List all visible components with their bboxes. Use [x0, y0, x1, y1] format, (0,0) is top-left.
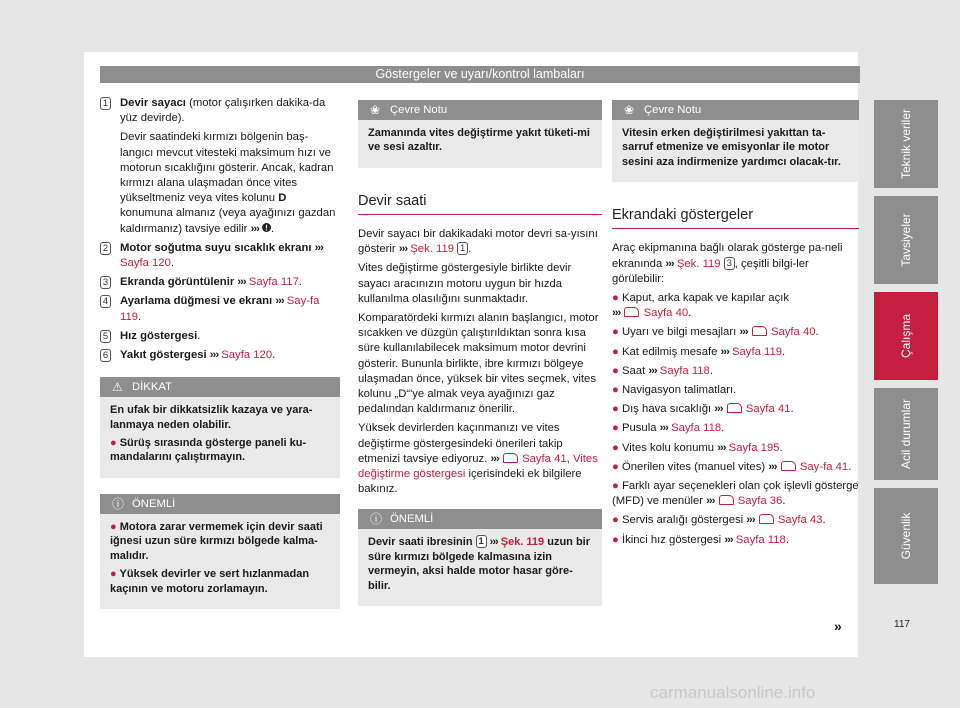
- side-tab-acil-durumlar[interactable]: Acil durumlar: [874, 388, 938, 480]
- bullet-icon: ●: [612, 326, 619, 339]
- paragraph: Yüksek devirlerden kaçınmanızı ve vites değiştirme göstergesindeki önerileri takip etmenizi tavsiye ediyoruz. ››› Sayfa 41, Vites değiştirme göstergesi içerisindeki ek bilgilere bakınız.: [358, 422, 598, 496]
- reference-arrow: ›››: [250, 222, 259, 235]
- punct: .: [138, 310, 142, 323]
- reference-arrow: ›››: [746, 514, 755, 527]
- item-title: Hız göstergesi: [120, 329, 198, 342]
- info-circle-icon: ⓘ: [112, 496, 125, 511]
- paragraph: Vites değiştirme göstergesiyle birlikte devir sayacı aracınızın motoru uygun bir hızda kullanılma olasılığını sunmaktadır.: [358, 262, 572, 305]
- reference-arrow: ›››: [659, 422, 668, 435]
- box-title-text: ÖNEMLİ: [132, 497, 176, 510]
- list-item: ● Önerilen vites (manuel vites) ››› Say-fa 41.: [612, 460, 852, 473]
- box-text: En ufak bir dikkatsizlik kazaya ve yara-lanmaya neden olabilir.: [110, 404, 313, 431]
- item-text: konumuna almanız (veya ayağınızı gazdan kaldırmanız) tavsiye edilir: [120, 207, 336, 235]
- eco-note-body: [358, 120, 602, 168]
- leaf-icon: ❀: [624, 103, 635, 117]
- punct: .: [197, 329, 201, 342]
- reference-arrow: ›››: [648, 364, 657, 377]
- page-link[interactable]: Sayfa 120: [221, 349, 273, 362]
- bullet-icon: ●: [612, 480, 619, 493]
- page-link[interactable]: Sayfa 36: [737, 495, 783, 508]
- box-title-text: ÖNEMLİ: [390, 513, 434, 526]
- page-link[interactable]: Sayfa 40: [770, 326, 816, 339]
- page-link[interactable]: Sayfa 195: [728, 441, 780, 454]
- warning-triangle-icon: ⚠: [112, 380, 123, 395]
- continued-mark: »: [834, 618, 842, 634]
- item-text: Devir saatindeki kırmızı bölgenin baş-langıcı mevcut vitesteki maksimum hızı ve motorun sıcaklığını gösterir. Ancak, kadran kırmızı alana ulaşmadan önce vites yükseltmeniz veya vites kolunu: [120, 131, 334, 205]
- legend-item-4: [100, 294, 340, 324]
- paragraph: Komparatördeki kırmızı alanın başlangıcı, motor sıcakken ve düzgün çalıştırıldıktan sonra kısa süre kullanılabilecek maksimum motor devrini gösterir. Bununla birlikte, ibre kırmızı bölgeye ulaşmadan önce, yüksek bir vites seçmek, vites kolunu „D“'ye almak veya ayağınızı gaz pedalından kaldırmanız önerilir.: [358, 312, 599, 416]
- figure-link[interactable]: Şek. 119: [676, 257, 721, 270]
- warning-box: [100, 377, 340, 478]
- box-bullet-text: Yüksek devirler ve sert hızlanmadan kaçının ve motoru zorlamayın.: [110, 568, 310, 595]
- bullet-icon: ●: [612, 533, 619, 546]
- warning-circle-icon: [262, 223, 271, 235]
- eco-note-title: [358, 100, 602, 120]
- item-title: Yakıt göstergesi: [120, 349, 207, 362]
- item-title: Ekranda görüntülenir: [120, 276, 235, 289]
- important-box-title: [100, 494, 340, 514]
- bullet-icon: ●: [612, 422, 619, 435]
- bullet-icon: ●: [612, 384, 619, 397]
- list-item: ● Uyarı ve bilgi mesajları ››› Sayfa 40.: [612, 326, 819, 339]
- page-link[interactable]: Sayfa 119: [731, 345, 783, 358]
- reference-arrow: ›››: [720, 345, 729, 358]
- important-box: [358, 509, 602, 606]
- car-icon: [719, 495, 734, 505]
- car-icon: [759, 514, 774, 524]
- column-3: [612, 96, 859, 552]
- list-item: ● Dış hava sıcaklığı ››› Sayfa 41.: [612, 403, 794, 416]
- callout-number: 5: [100, 330, 111, 343]
- paragraph: Araç ekipmanına bağlı olarak gösterge pa-neli ekranında ››› Şek. 119 3 , çeşitli bilgi-ler görülebilir:: [612, 242, 843, 285]
- car-icon: [503, 453, 518, 463]
- punct: .: [298, 276, 303, 289]
- section-title-devir-saati: Devir saati: [358, 194, 602, 215]
- callout-number: 3: [100, 276, 111, 289]
- bullet-icon: ●: [612, 292, 619, 305]
- page-link[interactable]: Sayfa 41: [745, 403, 791, 416]
- callout-number: 6: [100, 349, 111, 362]
- warning-box-title: [100, 377, 340, 397]
- page-link[interactable]: Sayfa 41: [522, 452, 567, 465]
- list-item: ● Saat ››› Sayfa 118.: [612, 364, 713, 377]
- list-item: ● İkinci hız göstergesi ››› Sayfa 118.: [612, 533, 789, 546]
- callout-number: 2: [100, 242, 111, 255]
- legend-item-1: [100, 96, 340, 237]
- callout-number: 1: [457, 242, 468, 255]
- bullet-icon: ●: [612, 345, 619, 358]
- reference-arrow: ›››: [275, 295, 284, 308]
- page-number: 117: [894, 619, 910, 630]
- punct: .: [272, 349, 276, 362]
- page-link[interactable]: Sayfa 118: [735, 533, 786, 546]
- reference-arrow: ›››: [314, 241, 323, 254]
- page-header: Göstergeler ve uyarı/kontrol lambaları: [100, 66, 860, 83]
- important-box: [100, 494, 340, 609]
- page-link[interactable]: Say-fa 119: [120, 295, 320, 323]
- reference-arrow: ›››: [490, 452, 499, 465]
- figure-link[interactable]: Şek. 119: [410, 243, 455, 256]
- box-title-text: DİKKAT: [132, 381, 172, 394]
- info-circle-icon: ⓘ: [370, 512, 383, 527]
- list-item: ● Kaput, arka kapak ve kapılar açık ››› Sayfa 40.: [612, 292, 790, 320]
- page-link[interactable]: Sayfa 117: [248, 276, 299, 289]
- page-link[interactable]: Sayfa 120: [120, 257, 171, 270]
- paragraph: Devir sayacı bir dakikadaki motor devri sa-yısını gösterir ››› Şek. 119 1 .: [358, 228, 598, 256]
- box-title-text: Çevre Notu: [644, 104, 702, 116]
- leaf-icon: ❀: [370, 103, 381, 117]
- callout-number: 3: [724, 257, 735, 270]
- bullet-icon: ●: [612, 403, 619, 416]
- reference-arrow: ›››: [706, 495, 715, 508]
- eco-note-box: [612, 100, 859, 182]
- side-tab-teknik-veriler[interactable]: Teknik veriler: [874, 100, 938, 188]
- page-link[interactable]: Sayfa 118: [659, 364, 710, 377]
- section-link[interactable]: Vites değiştirme göstergesi: [358, 452, 598, 481]
- box-bullet-text: Sürüş sırasında gösterge paneli ku-mandalarını çalıştırmayın.: [110, 437, 307, 464]
- punct: .: [271, 222, 275, 235]
- legend-item-5: [100, 329, 340, 344]
- reference-arrow: ›››: [717, 441, 726, 454]
- warning-box-body: [100, 397, 340, 478]
- page-link[interactable]: Sayfa 43: [777, 514, 823, 527]
- important-box-title: [358, 509, 602, 529]
- car-icon: [752, 326, 767, 336]
- legend-item-3: [100, 275, 340, 290]
- box-title-text: Çevre Notu: [390, 104, 448, 116]
- box-text: Zamanında vites değiştirme yakıt tüketi-mi ve sesi azaltır.: [368, 127, 590, 154]
- side-tab-guvenlik[interactable]: Güvenlik: [874, 488, 938, 584]
- bullet-icon: ●: [612, 364, 619, 377]
- bullet-icon: ●: [612, 514, 619, 527]
- eco-note-box: [358, 100, 602, 168]
- box-bullet-text: Motora zarar vermemek için devir saati iğnesi uzun süre kırmızı bölgede kalma-malıdır.: [110, 520, 323, 562]
- reference-arrow: ›››: [665, 257, 674, 270]
- car-icon: [624, 307, 639, 317]
- watermark: carmanualsonline.info: [650, 683, 816, 702]
- side-tab-tavsiyeler[interactable]: Tavsiyeler: [874, 196, 938, 284]
- eco-note-body: [612, 120, 859, 182]
- important-box-body: [100, 514, 340, 609]
- callout-number: 1: [476, 535, 487, 548]
- car-icon: [781, 461, 796, 471]
- column-2: [358, 96, 602, 606]
- callout-number: 4: [100, 295, 111, 308]
- reference-arrow: ›››: [714, 403, 723, 416]
- section-title-ekrandaki-gostergeler: Ekrandaki göstergeler: [612, 208, 859, 229]
- page-link[interactable]: Say-fa 41: [799, 460, 849, 473]
- column-1: [100, 96, 340, 609]
- reference-arrow: ›››: [724, 533, 733, 546]
- page-link[interactable]: Sayfa 40: [643, 307, 689, 320]
- list-item: ● Farklı ayar seçenekleri olan çok işlevli gösterge (MFD) ve menüler ››› Sayfa 36.: [612, 480, 859, 508]
- page-link[interactable]: Sayfa 118: [671, 422, 722, 435]
- list-item: ● Servis aralığı göstergesi ››› Sayfa 43.: [612, 514, 826, 527]
- bullet-icon: ●: [612, 441, 619, 454]
- punct: .: [170, 257, 175, 270]
- reference-arrow: ›››: [612, 307, 621, 320]
- bullet-icon: ●: [110, 437, 117, 450]
- callout-number: 1: [100, 97, 111, 110]
- gear-letter: D: [278, 192, 287, 205]
- item-title: Ayarlama düğmesi ve ekranı: [120, 295, 273, 308]
- reference-arrow: ›››: [739, 326, 748, 339]
- important-box-body: Devir saati ibresinin 1 ››› Şek. 119 uzun bir süre kırmızı bölgede kalmasına izin vermeyin, aksi halde motor hasar göre-bilir.: [368, 536, 590, 592]
- list-item: ● Kat edilmiş mesafe ››› Sayfa 119.: [612, 345, 786, 358]
- bullet-icon: ●: [110, 520, 117, 533]
- side-tab-calisma[interactable]: Çalışma: [874, 292, 938, 380]
- bullet-icon: ●: [110, 568, 117, 581]
- reference-arrow: ›››: [768, 460, 777, 473]
- list-item: ● Vites kolu konumu ››› Sayfa 195.: [612, 441, 783, 454]
- eco-note-title: [612, 100, 859, 120]
- reference-arrow: ›››: [489, 536, 498, 549]
- reference-arrow: ›››: [398, 243, 408, 256]
- list-item: ● Pusula ››› Sayfa 118.: [612, 422, 725, 435]
- item-title: Devir sayacı: [120, 97, 186, 109]
- figure-link[interactable]: Şek. 119: [500, 536, 545, 549]
- reference-arrow: ›››: [237, 276, 246, 289]
- bullet-icon: ●: [612, 460, 619, 473]
- legend-item-2: [100, 241, 340, 271]
- item-text: (motor çalışırken dakika-da yüz devirde).: [120, 97, 326, 125]
- item-title: Motor soğutma suyu sıcaklık ekranı: [120, 241, 312, 254]
- list-item: ● Navigasyon talimatları.: [612, 384, 737, 397]
- legend-item-6: [100, 348, 340, 363]
- reference-arrow: ›››: [209, 349, 219, 362]
- box-text: Vitesin erken değiştirilmesi yakıttan ta-sarruf etmenize ve emisyonlar ile motor sesini aza indirmenize yardımcı olacak-tır.: [622, 127, 841, 168]
- car-icon: [727, 403, 742, 413]
